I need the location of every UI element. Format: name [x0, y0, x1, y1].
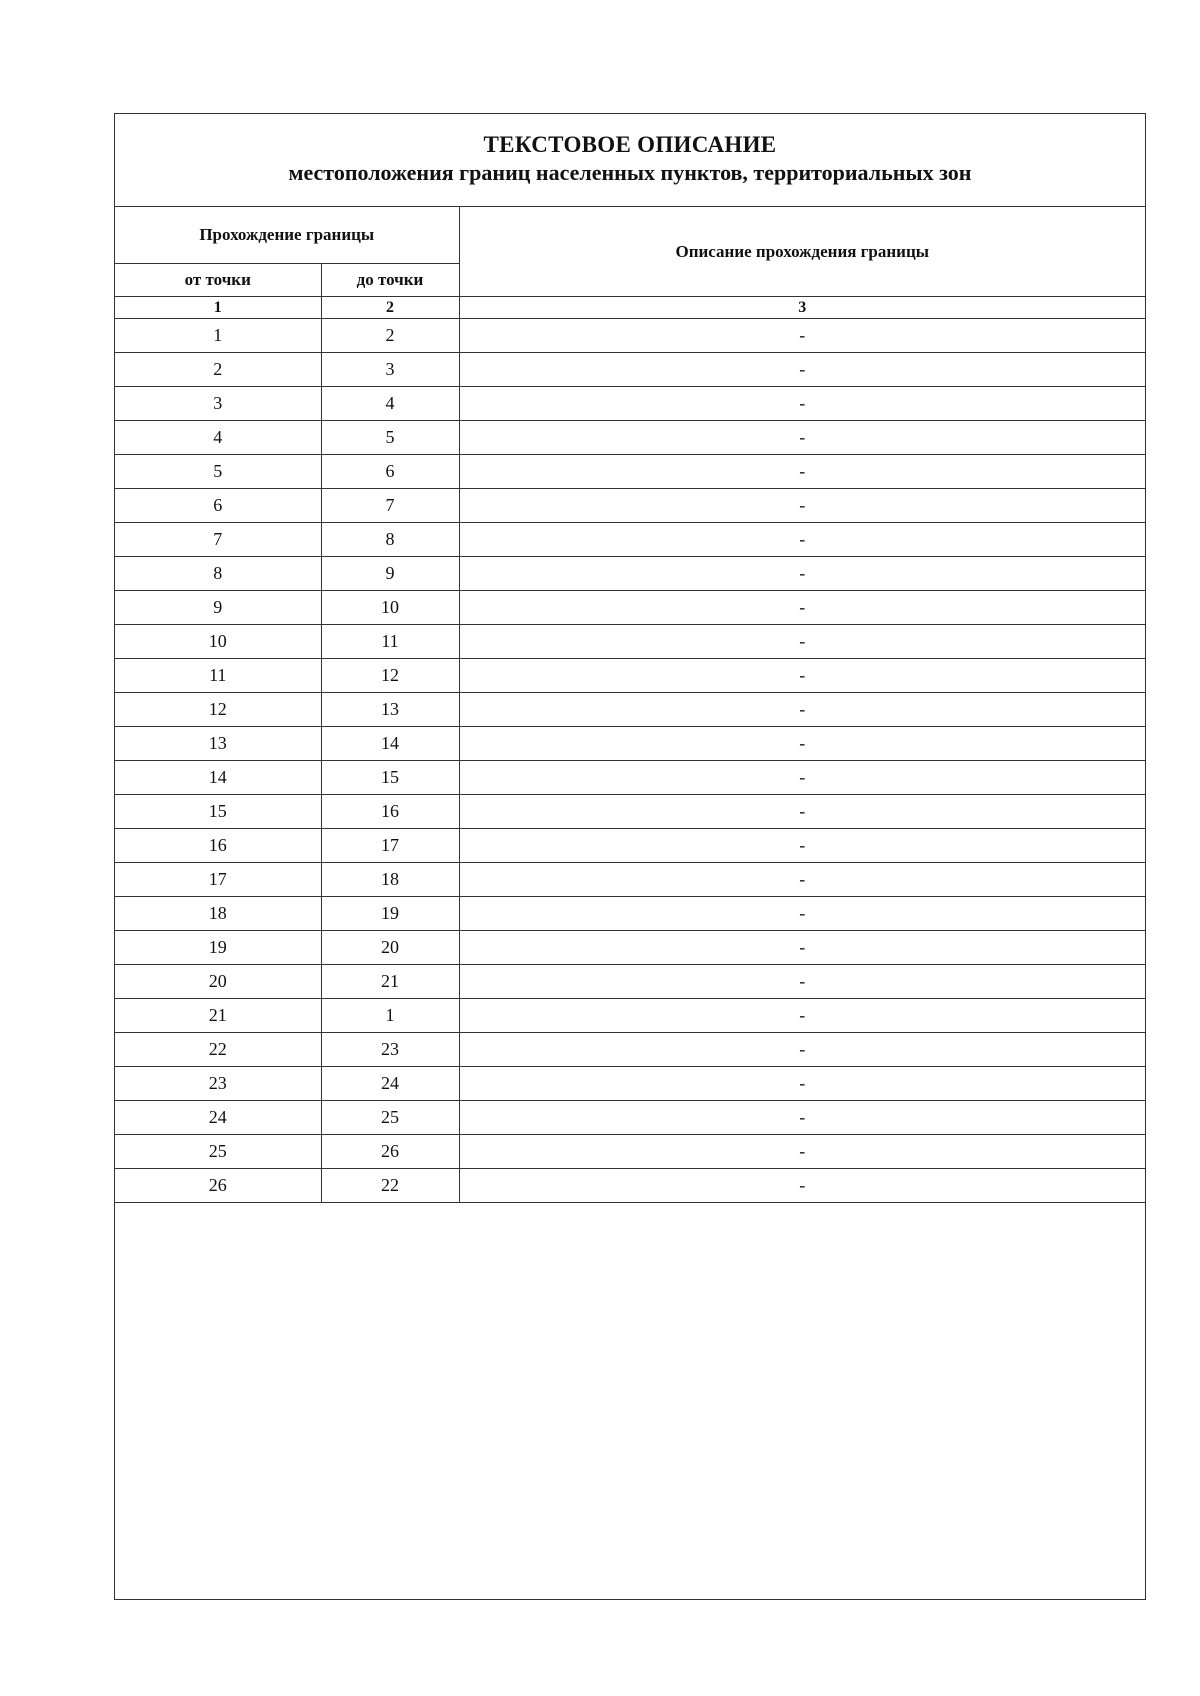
- from-point-cell: 8: [115, 557, 321, 591]
- document-subtitle: местоположения границ населенных пунктов, территориальных зон: [288, 160, 972, 185]
- description-cell: -: [459, 421, 1145, 455]
- header-to-point: до точки: [321, 264, 459, 297]
- description-cell: -: [459, 353, 1145, 387]
- table-row: [115, 319, 1145, 353]
- description-cell: -: [459, 523, 1145, 557]
- description-cell: -: [459, 1101, 1145, 1135]
- table-row: [115, 999, 1145, 1033]
- from-point-cell: 14: [115, 761, 321, 795]
- to-point-cell: 9: [321, 557, 459, 591]
- document-title: ТЕКСТОВОЕ ОПИСАНИЕ: [483, 132, 777, 157]
- description-cell: -: [459, 659, 1145, 693]
- table-row: [115, 727, 1145, 761]
- to-point-cell: 4: [321, 387, 459, 421]
- from-point-cell: 26: [115, 1169, 321, 1203]
- description-cell: -: [459, 591, 1145, 625]
- table-row: [115, 1033, 1145, 1067]
- to-point-cell: 25: [321, 1101, 459, 1135]
- description-cell: -: [459, 863, 1145, 897]
- description-cell: -: [459, 829, 1145, 863]
- from-point-cell: 2: [115, 353, 321, 387]
- to-point-cell: 12: [321, 659, 459, 693]
- description-cell: -: [459, 625, 1145, 659]
- header-boundary-passage: Прохождение границы: [115, 207, 459, 264]
- from-point-cell: 22: [115, 1033, 321, 1067]
- description-cell: -: [459, 965, 1145, 999]
- header-boundary-description: Описание прохождения границы: [459, 207, 1145, 297]
- from-point-cell: 20: [115, 965, 321, 999]
- table-row: [115, 625, 1145, 659]
- table-row: [115, 387, 1145, 421]
- to-point-cell: 18: [321, 863, 459, 897]
- table-row: [115, 421, 1145, 455]
- description-cell: -: [459, 1067, 1145, 1101]
- column-number: 1: [115, 297, 321, 319]
- from-point-cell: 16: [115, 829, 321, 863]
- to-point-cell: 15: [321, 761, 459, 795]
- to-point-cell: 1: [321, 999, 459, 1033]
- table-row: [115, 931, 1145, 965]
- from-point-cell: 21: [115, 999, 321, 1033]
- table-row: [115, 455, 1145, 489]
- from-point-cell: 15: [115, 795, 321, 829]
- table-row: [115, 489, 1145, 523]
- from-point-cell: 24: [115, 1101, 321, 1135]
- table-row: [115, 897, 1145, 931]
- table-row: [115, 557, 1145, 591]
- table-row: [115, 659, 1145, 693]
- description-cell: -: [459, 455, 1145, 489]
- table-row: [115, 1101, 1145, 1135]
- to-point-cell: 22: [321, 1169, 459, 1203]
- description-cell: -: [459, 999, 1145, 1033]
- table-row: [115, 1067, 1145, 1101]
- to-point-cell: 8: [321, 523, 459, 557]
- table-row: [115, 795, 1145, 829]
- to-point-cell: 16: [321, 795, 459, 829]
- table-row: [115, 863, 1145, 897]
- table-body: [115, 319, 1145, 1203]
- from-point-cell: 7: [115, 523, 321, 557]
- boundary-table: [115, 207, 1145, 1203]
- table-row: [115, 1135, 1145, 1169]
- table-row: [115, 353, 1145, 387]
- table-row: [115, 761, 1145, 795]
- to-point-cell: 19: [321, 897, 459, 931]
- description-cell: -: [459, 1135, 1145, 1169]
- from-point-cell: 11: [115, 659, 321, 693]
- description-cell: -: [459, 1169, 1145, 1203]
- table-row: [115, 829, 1145, 863]
- description-cell: -: [459, 795, 1145, 829]
- description-cell: -: [459, 693, 1145, 727]
- to-point-cell: 21: [321, 965, 459, 999]
- description-cell: -: [459, 761, 1145, 795]
- table-row: [115, 693, 1145, 727]
- from-point-cell: 6: [115, 489, 321, 523]
- from-point-cell: 17: [115, 863, 321, 897]
- to-point-cell: 24: [321, 1067, 459, 1101]
- table-row: [115, 1169, 1145, 1203]
- from-point-cell: 9: [115, 591, 321, 625]
- to-point-cell: 23: [321, 1033, 459, 1067]
- to-point-cell: 7: [321, 489, 459, 523]
- description-cell: -: [459, 931, 1145, 965]
- to-point-cell: 14: [321, 727, 459, 761]
- to-point-cell: 3: [321, 353, 459, 387]
- column-number: 3: [459, 297, 1145, 319]
- to-point-cell: 17: [321, 829, 459, 863]
- from-point-cell: 5: [115, 455, 321, 489]
- from-point-cell: 13: [115, 727, 321, 761]
- description-cell: -: [459, 1033, 1145, 1067]
- from-point-cell: 23: [115, 1067, 321, 1101]
- from-point-cell: 18: [115, 897, 321, 931]
- from-point-cell: 10: [115, 625, 321, 659]
- description-cell: -: [459, 727, 1145, 761]
- description-cell: -: [459, 489, 1145, 523]
- description-cell: -: [459, 387, 1145, 421]
- from-point-cell: 12: [115, 693, 321, 727]
- to-point-cell: 10: [321, 591, 459, 625]
- to-point-cell: 13: [321, 693, 459, 727]
- title-block: [115, 114, 1145, 207]
- to-point-cell: 20: [321, 931, 459, 965]
- description-cell: -: [459, 557, 1145, 591]
- description-cell: -: [459, 897, 1145, 931]
- from-point-cell: 25: [115, 1135, 321, 1169]
- description-cell: -: [459, 319, 1145, 353]
- to-point-cell: 2: [321, 319, 459, 353]
- document-frame: [114, 113, 1146, 1600]
- header-from-point: от точки: [115, 264, 321, 297]
- table-row: [115, 523, 1145, 557]
- to-point-cell: 5: [321, 421, 459, 455]
- column-number: 2: [321, 297, 459, 319]
- to-point-cell: 26: [321, 1135, 459, 1169]
- to-point-cell: 11: [321, 625, 459, 659]
- to-point-cell: 6: [321, 455, 459, 489]
- from-point-cell: 3: [115, 387, 321, 421]
- from-point-cell: 19: [115, 931, 321, 965]
- from-point-cell: 1: [115, 319, 321, 353]
- table-row: [115, 965, 1145, 999]
- from-point-cell: 4: [115, 421, 321, 455]
- table-row: [115, 591, 1145, 625]
